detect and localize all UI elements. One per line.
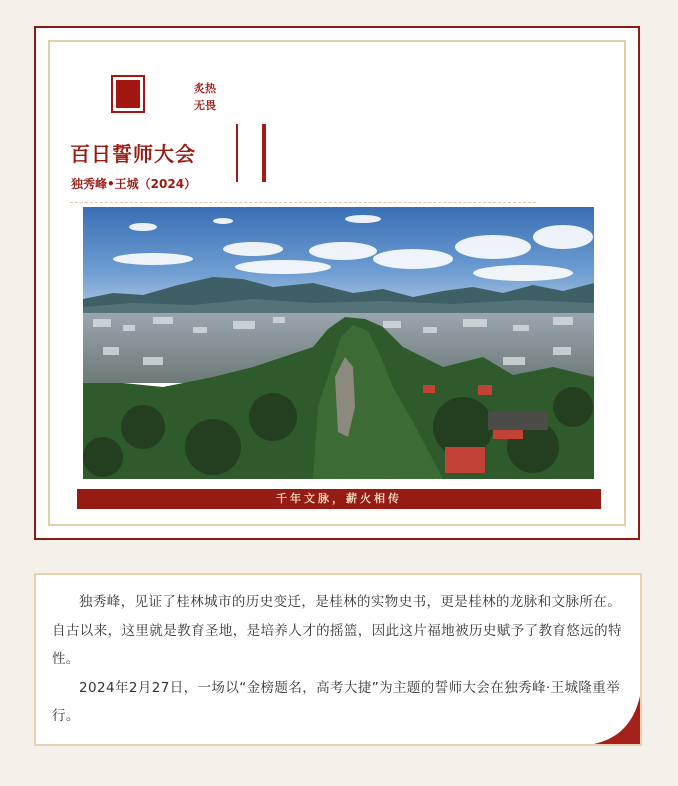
corner-ornament-icon [594, 696, 640, 744]
aerial-city-photo [83, 207, 594, 479]
article-paragraph-2: 2024年2月27日，一场以“金榜题名，高考大捷”为主题的誓师大会在独秀峰·王城隆重举行。 [52, 679, 621, 724]
seal-stamp-icon [111, 75, 145, 113]
page-subtitle: 独秀峰•王城（2024） [71, 177, 197, 191]
dashed-separator [70, 202, 536, 203]
motto-line-1: 炙热 [194, 82, 216, 95]
article-card [34, 573, 642, 746]
title-divider-thin [236, 124, 238, 182]
motto-line-2: 无畏 [194, 99, 216, 112]
article-paragraph-1: 独秀峰，见证了桂林城市的历史变迁，是桂林的实物史书，更是桂林的龙脉和文脉所在。自古以来，这里就是教育圣地，是培养人才的摇篮，因此这片福地被历史赋予了教育悠远的特性。 [52, 594, 622, 667]
title-divider-thick [262, 124, 266, 182]
page-title: 百日誓师大会 [70, 142, 196, 166]
banner-slogan: 千年文脉，薪火相传 [77, 489, 601, 509]
article-body [52, 588, 626, 731]
motto [194, 80, 216, 114]
